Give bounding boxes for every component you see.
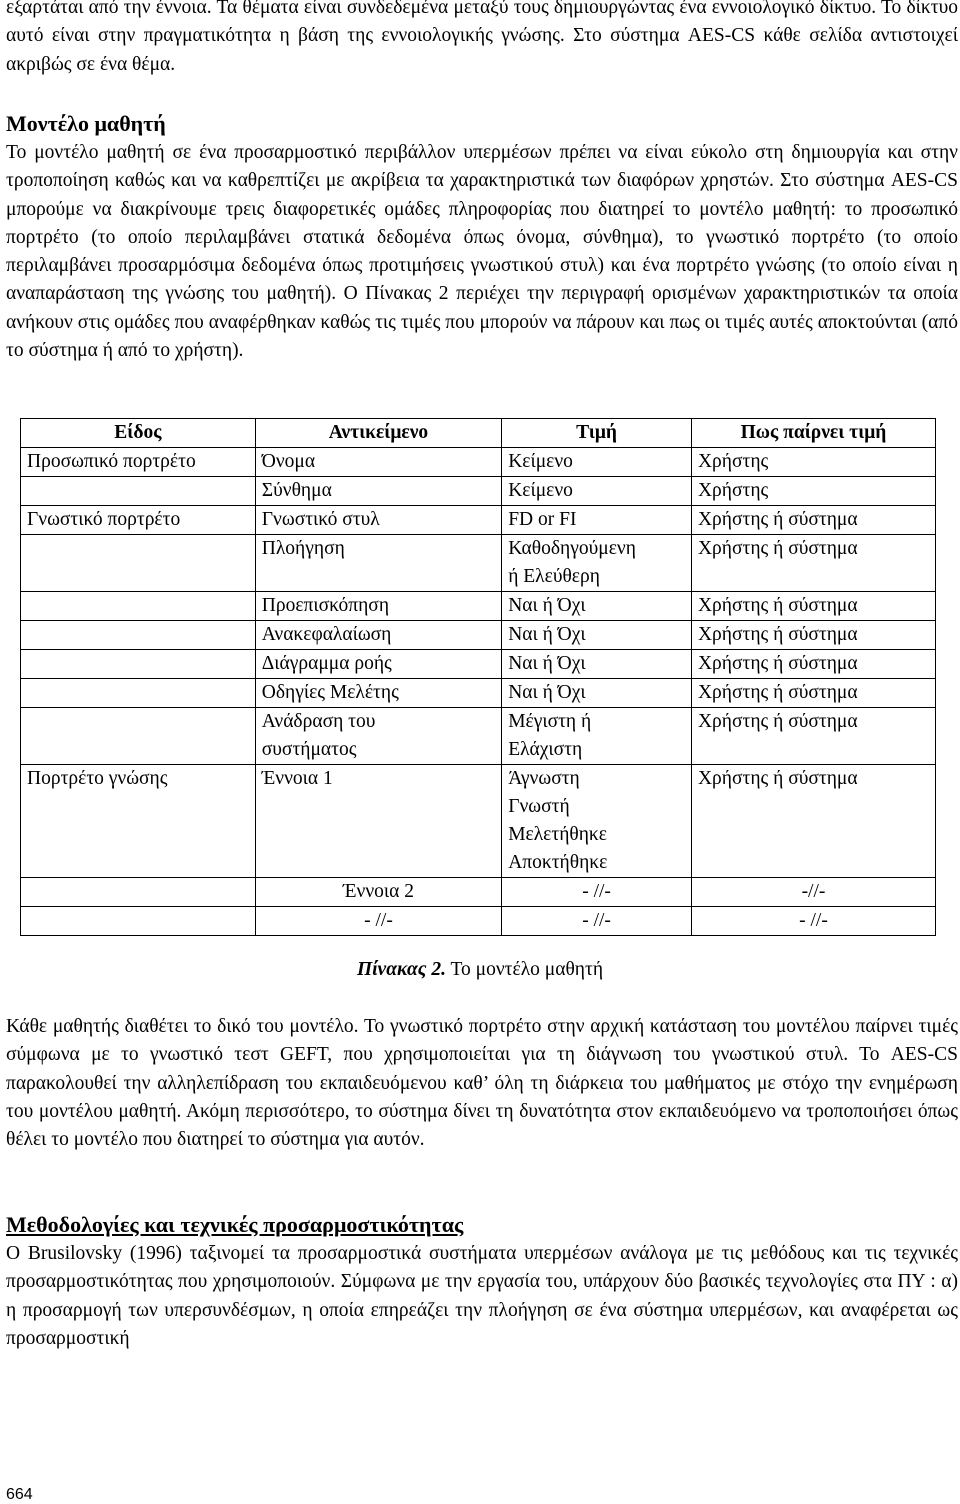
table-cell (21, 708, 256, 765)
table-cell: Γνωστικό πορτρέτο (21, 506, 256, 535)
table-cell: Προσωπικό πορτρέτο (21, 448, 256, 477)
table-cell: - //- (502, 878, 692, 907)
table-row (21, 448, 936, 477)
table-cell: - //- (691, 907, 935, 936)
table-row (21, 650, 936, 679)
table-cell: Χρήστης ή σύστημα (691, 765, 935, 878)
table-cell (21, 592, 256, 621)
table-cell: - //- (502, 907, 692, 936)
intro-paragraph: εξαρτάται από την έννοια. Τα θέματα είναι συνδεδεμένα μεταξύ τους δημιουργώντας ένα εννοιολογικό δίκτυο. Το δίκτυο αυτό είναι στην πραγματικότητα η βάση της εννοιολογικής γνώσης. Στο σύστημα AES-CS κάθε σελίδα αντιστοιχεί ακριβώς σε ένα θέμα. (6, 0, 958, 75)
table-cell (21, 878, 256, 907)
table-cell: Οδηγίες Μελέτης (255, 679, 501, 708)
table-cell: Προεπισκόπηση (255, 592, 501, 621)
table-cell (21, 477, 256, 506)
table-cell (21, 650, 256, 679)
page-number: 664 (6, 1486, 33, 1503)
table-body (21, 448, 936, 936)
table-cell: Χρήστης ή σύστημα (691, 535, 935, 592)
section-heading-methodologies: Μεθοδολογίες και τεχνικές προσαρμοστικότητας (6, 1212, 464, 1237)
table-cell (21, 535, 256, 592)
table-cell: Σύνθημα (255, 477, 501, 506)
student-model-paragraph-2: Κάθε μαθητής διαθέτει το δικό του μοντέλο. Το γνωστικό πορτρέτο στην αρχική κατάσταση του μοντέλου παίρνει τιμές σύμφωνα με το γνωστικό τεστ GEFT, που χρησιμοποιείται για τη διάγνωση του γνωστικού στυλ. Το AES-CS παρακολουθεί την αλληλεπίδραση του εκπαιδευόμενου καθ’ όλη τη διάρκεια του μαθήματος με στόχο την ενημέρωση του μοντέλου μαθητή. Ακόμη περισσότερο, το σύστημα δίνει τη δυνατότητα στον εκπαιδευόμενο να τροποποιήσει όπως θέλει το μοντέλο που διατηρεί το σύστημα για αυτόν. (6, 1016, 958, 1151)
table-cell: Χρήστης ή σύστημα (691, 679, 935, 708)
table-cell: Διάγραμμα ροής (255, 650, 501, 679)
table-cell: Ναι ή Όχι (502, 650, 692, 679)
table-cell: Γνωστικό στυλ (255, 506, 501, 535)
table-row (21, 878, 936, 907)
header-value: Τιμή (502, 419, 692, 448)
table-cell (21, 621, 256, 650)
table-cell: Έννοια 1 (255, 765, 501, 878)
table-cell (21, 679, 256, 708)
table-cell: Κείμενο (502, 477, 692, 506)
table-row (21, 907, 936, 936)
student-model-paragraph: Το μοντέλο μαθητή σε ένα προσαρμοστικό περιβάλλον υπερμέσων πρέπει να είναι εύκολο στη δημιουργία και στην τροποποίηση καθώς και να καθρεπτίζει με ακρίβεια τα χαρακτηριστικά των διαφόρων χρηστών. Στο σύστημα AES-CS μπορούμε να διακρίνουμε τρεις διαφορετικές ομάδες πληροφορίας που διατηρεί το μοντέλο μαθητή: το προσωπικό πορτρέτο (το οποίο περιλαμβάνει στατικά δεδομένα όπως όνομα, σύνθημα), το γνωστικό πορτρέτο (το οποίο περιλαμβάνει προσαρμόσιμα δεδομένα όπως προτιμήσεις γνωστικού στυλ) και ένα πορτρέτο γνώσης (το οποίο είναι η αναπαράσταση της γνώσης του μαθητή). Ο Πίνακας 2 περιέχει την περιγραφή ορισμένων χαρακτηριστικών τα οποία ανήκουν στις ομάδες που αναφέρθηκαν καθώς τις τιμές που μπορούν να πάρουν και πως οι τιμές αυτές αποκτούνται (από το σύστημα ή από το χρήστη). (6, 142, 958, 362)
caption-label: Πίνακας 2. (356, 959, 446, 980)
table-cell: Ανάδραση του συστήματος (255, 708, 501, 765)
caption-text: Το μοντέλο μαθητή (445, 959, 604, 980)
table-caption (0, 959, 960, 981)
table-cell: Χρήστης ή σύστημα (691, 708, 935, 765)
table-row (21, 592, 936, 621)
table-cell: Έννοια 2 (255, 878, 501, 907)
table-row (21, 535, 936, 592)
table-cell: Κείμενο (502, 448, 692, 477)
table-cell: Μέγιστη ή Ελάχιστη (502, 708, 692, 765)
table-cell: Χρήστης ή σύστημα (691, 592, 935, 621)
table-cell: Όνομα (255, 448, 501, 477)
table-cell: Χρήστης (691, 477, 935, 506)
header-kind: Είδος (21, 419, 256, 448)
table-cell: Χρήστης ή σύστημα (691, 506, 935, 535)
table-row (21, 477, 936, 506)
table-row (21, 708, 936, 765)
table-row (21, 621, 936, 650)
table-cell: Άγνωστη Γνωστή Μελετήθηκε Αποκτήθηκε (502, 765, 692, 878)
table-cell: Χρήστης (691, 448, 935, 477)
header-how-value: Πως παίρνει τιμή (691, 419, 935, 448)
student-model-table (20, 418, 936, 936)
table-cell: Ναι ή Όχι (502, 592, 692, 621)
table-cell: Καθοδηγούμενη ή Ελεύθερη (502, 535, 692, 592)
table-cell: - //- (255, 907, 501, 936)
table-cell (21, 907, 256, 936)
table-row (21, 679, 936, 708)
table-cell: Ναι ή Όχι (502, 679, 692, 708)
table-row (21, 765, 936, 878)
table-cell: Πλοήγηση (255, 535, 501, 592)
table-cell: Ανακεφαλαίωση (255, 621, 501, 650)
table-cell: Πορτρέτο γνώσης (21, 765, 256, 878)
methodologies-paragraph: Ο Brusilovsky (1996) ταξινομεί τα προσαρμοστικά συστήματα υπερμέσων ανάλογα με τις μεθόδους και τις τεχνικές προσαρμοστικότητας που χρησιμοποιούν. Σύμφωνα με την εργασία του, υπάρχουν δύο βασικές τεχνολογίες στα ΠΥ : α) η προσαρμογή των υπερσυνδέσμων, η οποία επηρεάζει την πλοήγηση σε ένα σύστημα υπερμέσων, και αναφέρεται ως προσαρμοστική (6, 1243, 958, 1349)
table-row (21, 506, 936, 535)
table-cell: Ναι ή Όχι (502, 621, 692, 650)
table-cell: Χρήστης ή σύστημα (691, 621, 935, 650)
header-object: Αντικείμενο (255, 419, 501, 448)
table-cell: FD or FI (502, 506, 692, 535)
table-header-row (21, 419, 936, 448)
table-cell: Χρήστης ή σύστημα (691, 650, 935, 679)
table-cell: -//- (691, 878, 935, 907)
section-heading-student-model: Μοντέλο μαθητή (6, 111, 166, 136)
